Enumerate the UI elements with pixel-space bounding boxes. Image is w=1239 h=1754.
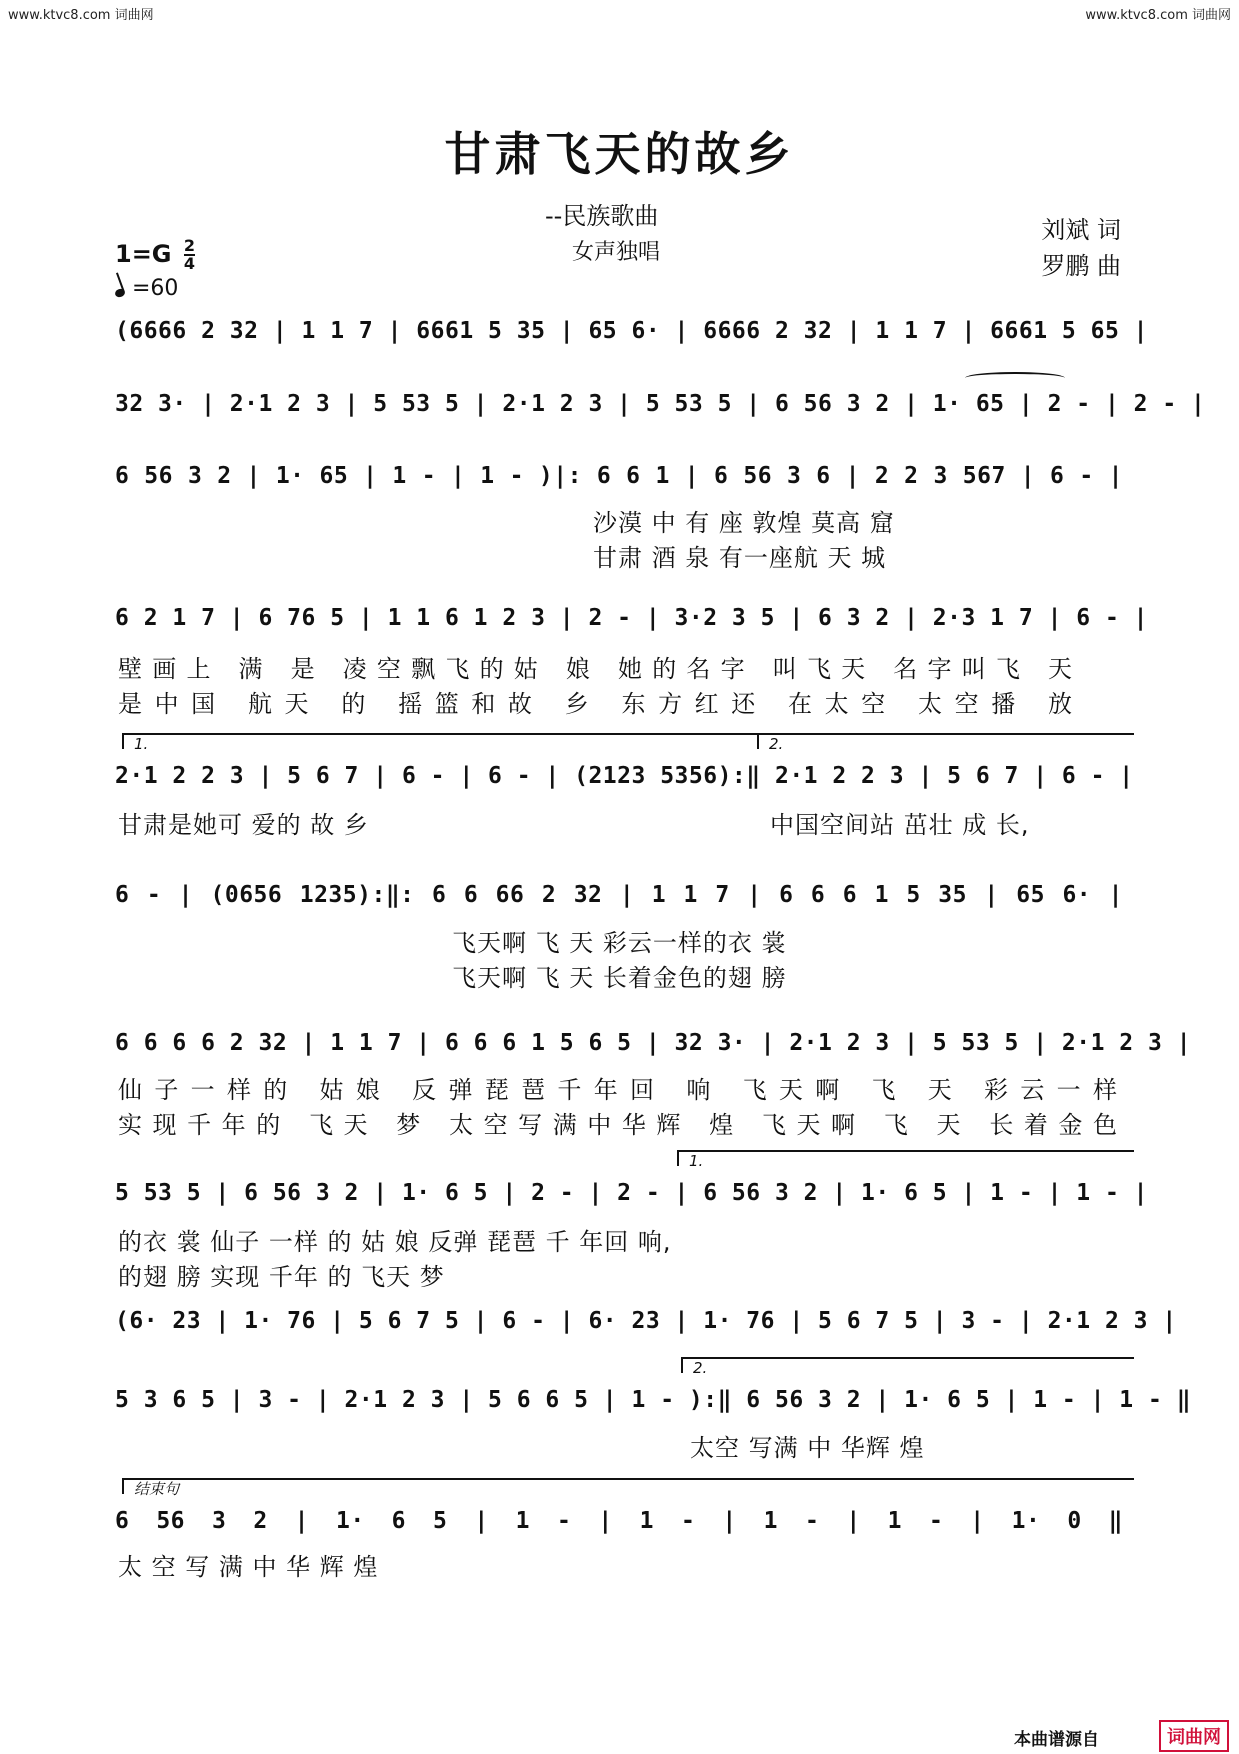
key-text: 1=G [115,240,172,268]
lyric-row-5-verse-1: 甘肃是她可 爱的 故 乡 [118,811,369,839]
score-row-10: 5 3 6 5 | 3 - | 2·1 2 3 | 5 6 6 5 | 1 - ):‖ 6 56 3 2 | 1· 6 5 | 1 - | 1 - ‖ [115,1387,1192,1413]
song-subtitle: --民族歌曲 [545,202,659,230]
watermark-left: www.ktvc8.com 词曲网 [8,8,154,23]
lyric-row-3-verse-1: 沙漠 中 有 座 敦煌 莫高 窟 [593,509,895,537]
lyric-row-8-verse-2: 的翅 膀 实现 千年 的 飞天 梦 [118,1263,445,1291]
lyric-row-5-verse-2: 中国空间站 茁壮 成 长, [770,811,1030,839]
score-row-7: 6 6 6 6 2 32 | 1 1 7 | 6 6 6 1 5 6 5 | 32 3· | 2·1 2 3 | 5 53 5 | 2·1 2 3 | [115,1030,1192,1056]
lyric-row-3-verse-2: 甘肃 酒 泉 有一座航 天 城 [593,544,887,572]
coda-bracket: 结束句 [122,1478,1134,1494]
score-row-9: (6· 23 | 1· 76 | 5 6 7 5 | 6 - | 6· 23 | 1· 76 | 5 6 7 5 | 3 - | 2·1 2 3 | [115,1308,1177,1334]
score-row-1: (6666 2 32 | 1 1 7 | 6661 5 35 | 65 6· | 6666 2 32 | 1 1 7 | 6661 5 65 | [115,318,1148,344]
tempo-marking [115,276,178,301]
score-row-4: 6 2 1 7 | 6 76 5 | 1 1 6 1 2 3 | 2 - | 3·2 3 5 | 6 3 2 | 2·3 1 7 | 6 - | [115,605,1148,631]
lyric-row-4-verse-1: 壁画上 满 是 凌空飘飞的姑 娘 她的名字 叫飞天 名字叫飞 天 [118,655,1073,683]
composer: 罗鹏 曲 [1041,252,1121,280]
lyric-row-11-verse-1: 太 空 写 满 中 华 辉 煌 [118,1553,379,1581]
lyric-row-4-verse-2: 是中国 航天 的 摇篮和故 乡 东方红还 在太空 太空播 放 [118,690,1073,718]
lyric-row-6-verse-2: 飞天啊 飞 天 长着金色的翅 膀 [452,964,787,992]
lyric-row-8-verse-1: 的衣 裳 仙子 一样 的 姑 娘 反弹 琵琶 千 年回 响, [118,1228,672,1256]
volta-1-bracket-b: 1. [677,1150,1134,1166]
time-signature [184,238,195,272]
score-row-3: 6 56 3 2 | 1· 65 | 1 - | 1 - )|: 6 6 1 | 6 56 3 6 | 2 2 3 567 | 6 - | [115,463,1123,489]
volta-2-bracket-b: 2. [681,1357,1134,1373]
key-signature [115,238,195,272]
volta-1-bracket: 1. [122,733,764,749]
tempo-value: =60 [132,276,179,301]
source-note: 本曲谱源自 [1014,1730,1099,1750]
volta-2-bracket: 2. [757,733,1134,749]
lyric-row-6-verse-1: 飞天啊 飞 天 彩云一样的衣 裳 [452,929,787,957]
performer: 女声独唱 [572,240,661,265]
score-row-6: 6 - | (0656 1235):‖: 6 6 66 2 32 | 1 1 7 | 6 6 6 1 5 35 | 65 6· | [115,882,1123,908]
time-denominator: 4 [183,254,196,273]
tie-arc [965,372,1065,384]
score-row-5: 2·1 2 2 3 | 5 6 7 | 6 - | 6 - | (2123 5356):‖ 2·1 2 2 3 | 5 6 7 | 6 - | [115,763,1134,789]
song-title: 甘肃飞天的故乡 [444,127,795,181]
lyric-row-7-verse-1: 仙子一样的 姑娘 反弹琵琶千年回 响 飞天啊 飞 天 彩云一样 [118,1076,1118,1104]
score-row-11: 6 56 3 2 | 1· 6 5 | 1 - | 1 - | 1 - | 1 - | 1· 0 ‖ [115,1508,1123,1534]
quarter-note-icon [114,288,126,299]
score-row-8: 5 53 5 | 6 56 3 2 | 1· 6 5 | 2 - | 2 - | 6 56 3 2 | 1· 6 5 | 1 - | 1 - | [115,1180,1148,1206]
lyric-row-7-verse-2: 实现千年的 飞天 梦 太空写满中华辉 煌 飞天啊 飞 天 长着金色 [118,1111,1118,1139]
lyricist: 刘斌 词 [1041,216,1121,244]
watermark-right: www.ktvc8.com 词曲网 [1085,8,1231,23]
time-numerator: 2 [183,236,196,255]
lyric-row-10-verse-1: 太空 写满 中 华辉 煌 [690,1434,925,1462]
site-logo: 词曲网 [1159,1720,1229,1752]
score-row-2: 32 3· | 2·1 2 3 | 5 53 5 | 2·1 2 3 | 5 53 5 | 6 56 3 2 | 1· 65 | 2 - | 2 - | [115,391,1206,417]
